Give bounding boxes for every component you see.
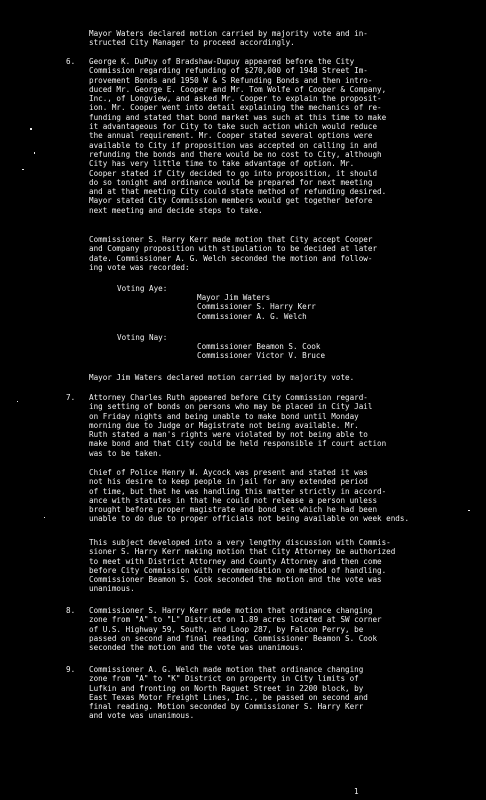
item-6-number: 6. — [66, 57, 76, 66]
scan-speck — [468, 510, 470, 511]
item-9-text: Commissioner A. G. Welch made motion that ordinance changing zone from "A" to "K" District on property in City limits of Lufkin and fronting on North Raguet Street in 2200 block, by East Texas Motor Freight Lines, Inc., be passed on second and final reading. Motion seconded by Commissioner S. Harry Kerr and vote was unanimous. — [89, 665, 368, 721]
item-6 — [66, 57, 471, 215]
scan-speck — [30, 128, 32, 130]
item-9 — [66, 665, 471, 721]
intro-paragraph: Mayor Waters declared motion carried by majority vote and in- structed City Manager to proceed accordingly. — [89, 29, 368, 48]
scan-speck — [22, 169, 24, 170]
scan-speck — [17, 401, 18, 402]
item-7-text: Attorney Charles Ruth appeared before City Commission regard- ing setting of bonds on persons who may be placed in City Jail on Friday nights and being unable to make bond until Monday morning due to Judge or Magistrate not being available. Mr. Ruth stated a man's rights were violated by not being able to make bond and that City could be held responsible if court action was to be taken. — [89, 393, 387, 458]
scan-speck — [44, 517, 45, 518]
item-8 — [66, 606, 471, 652]
voting-nay-names: Commissioner Beamon S. Cook Commissioner Victor V. Bruce — [197, 342, 326, 361]
item-6-motion: Commissioner S. Harry Kerr made motion that City accept Cooper and Company proposition with stipulation to be decided at later date. Commissioner A. G. Welch seconded the motion and follow- ing vote was recorded: — [89, 235, 378, 272]
item-7-discussion-paragraph: This subject developed into a very lengthy discussion with Commis- sioner S. Harry Kerr making motion that City Attorney be authorized to meet with District Attorney and County Attorney and then come before City Commission with recommendation on method of handling. Commissioner Beamon S. Cook seconded the motion and the vote was unanimous. — [89, 538, 396, 594]
item-9-number: 9. — [66, 665, 76, 674]
scan-speck — [34, 152, 35, 154]
voting-nay-label: Voting Nay: — [117, 333, 168, 342]
item-8-number: 8. — [66, 606, 76, 615]
item-8-text: Commissioner S. Harry Kerr made motion that ordinance changing zone from "A" to "L" District on 1.89 acres located at SW corner of U.S. Highway 59, South, and Loop 287, by Falcon Perry, be passed on second and final reading. Commissioner Beamon S. Cook seconded the motion and the vote was unanimous. — [89, 606, 382, 653]
voting-aye-label: Voting Aye: — [117, 284, 168, 293]
item-6-result: Mayor Jim Waters declared motion carried by majority vote. — [89, 373, 355, 382]
item-7-number: 7. — [66, 393, 76, 402]
item-6-text: George K. DuPuy of Bradshaw-Dupuy appeared before the City Commission regarding refunding of $270,000 of 1948 Street Im- provement Bonds and 1950 W & S Refunding Bonds and then intro- duced Mr. George E. Cooper and Mr. Tom Wolfe of Cooper & Company, Inc., of Longview, and asked Mr. Cooper to explain the proposit- ion. Mr. Cooper went into detail explaining the mechanics of re- funding and stated that bond market was such at this time to make it advantageous for City to take such action which would reduce the annual requirement. Mr. Cooper stated several options were available to City if proposition was accepted on calling in and refunding the bonds and there would be no cost to City, although City has very little time to take advantage of option. Mr. Cooper stated if City decided to go into proposition, it should do so tonight and ordinance would be prepared for next meeting and at that meeting City could state method of refunding desired. Mayor stated City Commission members would get together before next meeting and decide steps to take. — [89, 57, 387, 215]
item-7-police-paragraph: Chief of Police Henry W. Aycock was present and stated it was not his desire to keep people in jail for any extended period of time, but that he was handling this matter strictly in accord- ance with statutes in that he could not release a person unless brought before proper magistrate and bond set which he had been unable to do due to proper officials not being available on week ends. — [89, 468, 410, 524]
page-mark: 1 — [354, 787, 359, 796]
voting-aye-names: Mayor Jim Waters Commissioner S. Harry Kerr Commissioner A. G. Welch — [197, 293, 316, 321]
item-7 — [66, 393, 471, 458]
